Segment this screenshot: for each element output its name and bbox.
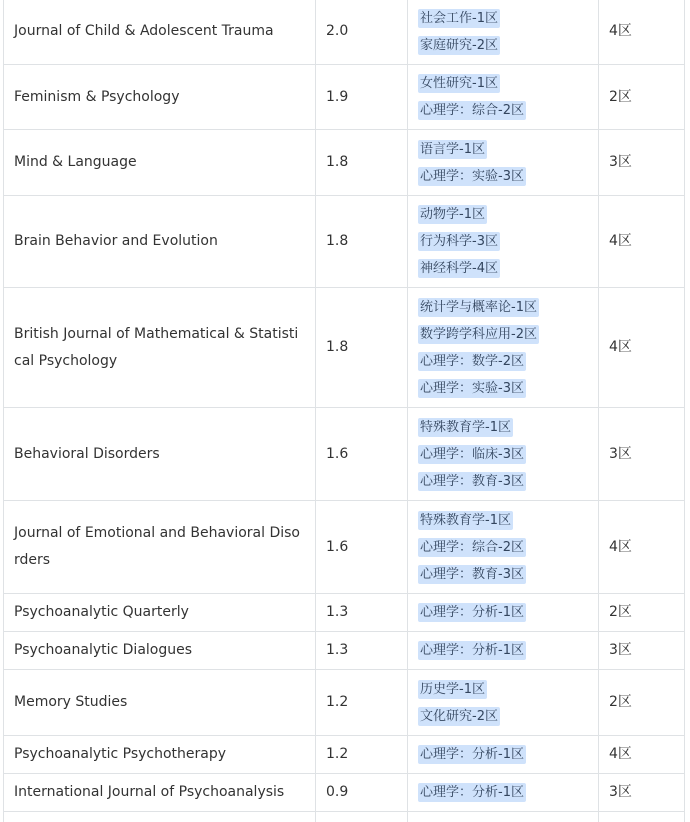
category-tag: 心理学：教育-3区 xyxy=(420,566,524,582)
impact-factor: 1.3 xyxy=(316,632,408,670)
quartile: 4区 xyxy=(599,288,685,408)
impact-factor: 1.8 xyxy=(316,130,408,196)
impact-factor: 2.0 xyxy=(316,0,408,65)
quartile: 4区 xyxy=(599,0,685,65)
quartile: 3区 xyxy=(599,130,685,196)
category-tag: 家庭研究-2区 xyxy=(420,37,498,53)
table-row xyxy=(4,501,685,594)
impact-factor: 1.6 xyxy=(316,501,408,594)
table-row xyxy=(4,670,685,736)
table-row xyxy=(4,812,685,822)
category-cell xyxy=(408,0,599,65)
category-tag: 心理学：分析-1区 xyxy=(420,747,524,762)
category-cell xyxy=(408,130,599,196)
table-row xyxy=(4,632,685,670)
category-cell xyxy=(408,736,599,774)
category-tag: 动物学-1区 xyxy=(420,207,485,222)
impact-factor: 0.9 xyxy=(316,774,408,812)
quartile: 3区 xyxy=(599,774,685,812)
journal-name: Brain Behavior and Evolution xyxy=(4,196,316,288)
table-row xyxy=(4,736,685,774)
category-cell xyxy=(408,594,599,632)
category-tag: 数学跨学科应用-2区 xyxy=(420,326,537,342)
impact-factor: 1.3 xyxy=(316,594,408,632)
journal-name: Feminism & Psychology xyxy=(4,65,316,130)
category-cell xyxy=(408,632,599,670)
category-tag: 行为科学-3区 xyxy=(420,234,498,249)
journal-name: Psychoanalytic Quarterly xyxy=(4,594,316,632)
quartile: 3区 xyxy=(599,632,685,670)
table-row xyxy=(4,65,685,130)
journal-name: International Journal of Psychoanalysis xyxy=(4,774,316,812)
category-tag: 心理学：临床-3区 xyxy=(420,446,524,462)
table-row xyxy=(4,130,685,196)
impact-factor: 1.2 xyxy=(316,670,408,736)
category-tag: 心理学：数学-2区 xyxy=(420,353,524,369)
quartile: 3区 xyxy=(599,408,685,501)
category-tag: 心理学：实验-3区 xyxy=(420,168,524,184)
category-tag: 社会工作-1区 xyxy=(420,10,498,26)
category-tag: 女性研究-1区 xyxy=(420,76,498,91)
category-tag: 心理学：分析-1区 xyxy=(420,785,524,800)
category-tag: 统计学与概率论-1区 xyxy=(420,299,537,315)
category-cell xyxy=(408,408,599,501)
category-tag: 心理学：综合-2区 xyxy=(420,103,524,118)
category-tag: 特殊教育学-1区 xyxy=(420,512,511,528)
impact-factor: 1.2 xyxy=(316,736,408,774)
quartile: 4区 xyxy=(599,501,685,594)
journal-name: Behavioral Disorders xyxy=(4,408,316,501)
category-tag: 语言学-1区 xyxy=(420,141,485,157)
journal-name: Mind & Language xyxy=(4,130,316,196)
quartile: 4区 xyxy=(599,736,685,774)
category-tag: 文化研究-2区 xyxy=(420,708,498,724)
table-row xyxy=(4,594,685,632)
journal-name: Journal of Child & Adolescent Trauma xyxy=(4,0,316,65)
journal-name: British Journal of Mathematical & Statistical Psychology xyxy=(4,288,316,408)
impact-factor: 1.9 xyxy=(316,65,408,130)
category-tag: 心理学：教育-3区 xyxy=(420,473,524,489)
quartile: 4区 xyxy=(599,196,685,288)
quartile: 2区 xyxy=(599,65,685,130)
category-tag: 历史学-1区 xyxy=(420,681,485,697)
journal-name: Memory Studies xyxy=(4,670,316,736)
journal-name: Journal of Emotional and Behavioral Disorders xyxy=(4,501,316,594)
table-row xyxy=(4,408,685,501)
category-cell xyxy=(408,670,599,736)
quartile: 2区 xyxy=(599,594,685,632)
table-row xyxy=(4,774,685,812)
category-tag: 特殊教育学-1区 xyxy=(420,419,511,435)
journal-name: Psychoanalytic Psychotherapy xyxy=(4,736,316,774)
table-row xyxy=(4,288,685,408)
category-cell xyxy=(408,774,599,812)
quartile: 2区 xyxy=(599,670,685,736)
category-tag: 心理学：综合-2区 xyxy=(420,539,524,555)
journal-table xyxy=(3,0,685,822)
journal-name: Psychoanalytic Dialogues xyxy=(4,632,316,670)
table-row xyxy=(4,0,685,65)
category-cell xyxy=(408,196,599,288)
impact-factor: 1.6 xyxy=(316,408,408,501)
category-tag: 神经科学-4区 xyxy=(420,261,498,276)
impact-factor: 1.8 xyxy=(316,196,408,288)
table-row xyxy=(4,196,685,288)
impact-factor: 1.8 xyxy=(316,288,408,408)
category-cell xyxy=(408,501,599,594)
category-tag: 心理学：分析-1区 xyxy=(420,643,524,658)
category-tag: 心理学：分析-1区 xyxy=(420,605,524,620)
category-tag: 心理学：实验-3区 xyxy=(420,380,524,396)
category-cell xyxy=(408,65,599,130)
category-cell xyxy=(408,288,599,408)
